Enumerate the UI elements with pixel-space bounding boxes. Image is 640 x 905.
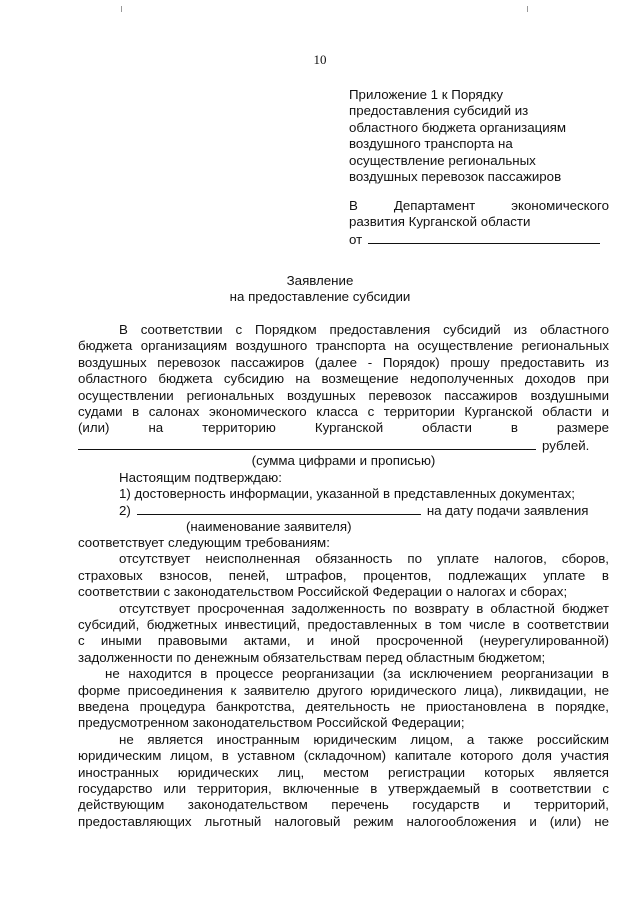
addressee-word: В — [349, 198, 358, 213]
page-number: 10 — [313, 52, 327, 67]
paragraph-line: не находится в процессе реорганизации (за исключением реорганизации в — [105, 666, 609, 682]
rubles-label: рублей. — [542, 437, 590, 453]
paragraph-line: предусмотренном законодательством Российской Федерации; — [78, 715, 465, 731]
applicant-blank-field[interactable] — [137, 502, 421, 515]
appendix-line: воздушного транспорта на — [349, 136, 513, 152]
paragraph-line: В соответствии с Порядком предоставления субсидий из областного — [119, 322, 609, 337]
item-1: 1) достоверность информации, указанной в представленных документах; — [119, 485, 575, 501]
addressee-line — [349, 198, 609, 214]
appendix-line: областного бюджета организациям — [349, 119, 567, 135]
requirements-intro: соответствует следующим требованиям: — [78, 535, 330, 551]
applicant-caption: (наименование заявителя) — [186, 518, 352, 534]
paragraph-line: воздушных перевозок пассажиров (далее - Порядок) прошу предоставить из — [78, 354, 609, 370]
document-title — [0, 273, 640, 306]
paragraph-line: (или) на территорию Курганской области в размере — [78, 420, 609, 436]
title-line: на предоставление субсидии — [229, 289, 411, 305]
paragraph-line: введена процедура банкротства, деятельность не приостановлена в порядке, — [78, 698, 609, 714]
appendix-line: воздушных перевозок пассажиров — [349, 169, 562, 185]
title-line: Заявление — [286, 273, 354, 288]
confirm-line: Настоящим подтверждаю: — [119, 469, 282, 485]
appendix-line: предоставления субсидий из — [349, 103, 529, 119]
appendix-line: осуществление региональных — [349, 152, 536, 168]
from-label: от — [349, 231, 363, 247]
from-blank-field[interactable] — [368, 231, 600, 244]
paragraph-line: судами в салонах экономического класса с территории Курганской области и — [78, 403, 609, 419]
item-2-number: 2) — [119, 503, 131, 519]
paragraph-line: страховых взносов, пеней, штрафов, процентов, подлежащих уплате в — [78, 567, 609, 583]
scan-mark — [121, 6, 122, 12]
paragraph-line: действующим законодательством перечень государств и территорий, — [78, 797, 609, 813]
paragraph-line: не является иностранным юридическим лицом, а также российским — [119, 731, 609, 747]
paragraph-line: задолженности по денежным обязательствам перед областным бюджетом; — [78, 649, 546, 665]
addressee-word: экономического — [511, 198, 609, 213]
sum-caption: (сумма цифрами и прописью) — [251, 453, 436, 469]
sum-blank-field[interactable] — [78, 437, 536, 450]
paragraph-line: бюджета организациям воздушного транспорта на осуществление региональных — [78, 338, 609, 354]
item-2-suffix: на дату подачи заявления — [426, 503, 589, 519]
sum-line — [78, 437, 609, 453]
item-2 — [78, 502, 609, 518]
paragraph-line: отсутствует неисполненная обязанность по уплате налогов, сборов, — [119, 551, 609, 567]
paragraph-line: иностранных юридических лиц, местом регистрации которых является — [78, 764, 609, 780]
paragraph-line: областного бюджета субсидию на возмещение недополученных доходов при — [78, 371, 609, 387]
addressee-word: Департамент — [393, 198, 476, 213]
paragraph-line: осуществлении региональных воздушных перевозок пассажиров воздушными — [78, 387, 609, 403]
appendix-block — [349, 87, 609, 185]
paragraph-line: юридическим лицом, в уставном (складочном) капитале которого доля участия — [78, 748, 609, 764]
document-body — [78, 322, 609, 830]
paragraph-line: предоставляющих льготный налоговый режим налогообложения и (или) не — [78, 813, 609, 829]
paragraph-line: отсутствует просроченная задолженность по возврату в областной бюджет — [119, 600, 609, 616]
scan-mark — [527, 6, 528, 12]
appendix-line: Приложение 1 к Порядку — [349, 87, 504, 102]
paragraph-line: соответствии с законодательством Российской Федерации о налогах и сборах; — [78, 584, 568, 600]
paragraph-line: с иными правовыми актами, и иной просроченной (неурегулированной) — [78, 633, 609, 649]
from-line — [349, 231, 609, 248]
paragraph-line: форме присоединения к заявителю другого юридического лица), ликвидации, не — [78, 682, 609, 698]
paragraph-line: государство или территория, включенные в утверждаемый в соответствии с — [78, 780, 609, 796]
addressee-block — [349, 198, 609, 248]
paragraph-line: субсидий, бюджетных инвестиций, предоставленных в том числе в соответствии — [78, 617, 609, 633]
addressee-line: развития Курганской области — [349, 214, 531, 230]
